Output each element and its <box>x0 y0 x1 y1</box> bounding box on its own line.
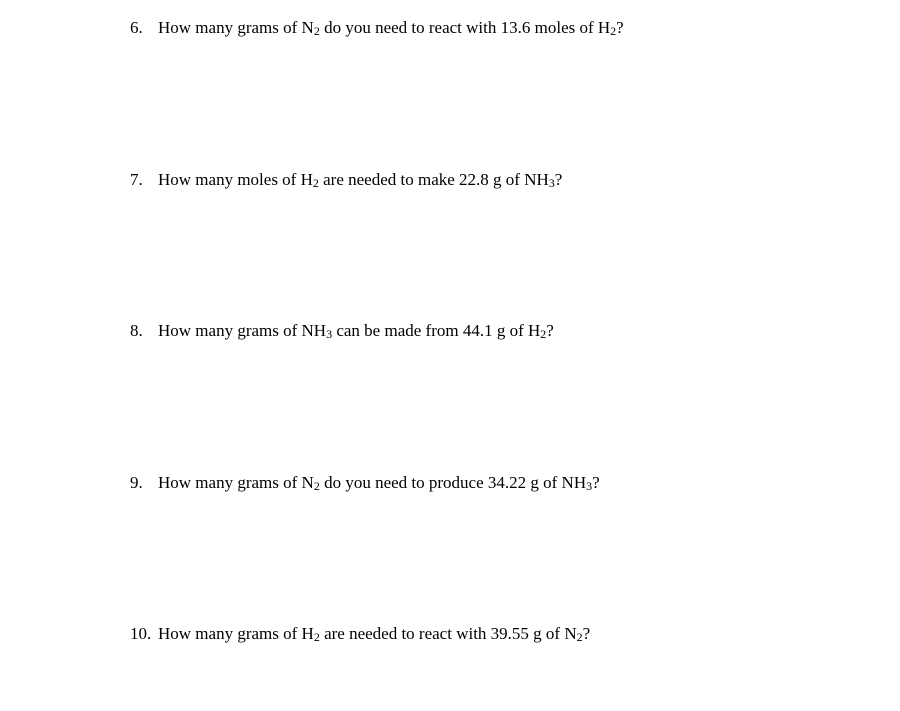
question-7 <box>130 168 562 192</box>
subscript: 3 <box>548 176 555 190</box>
text-segment: ? <box>592 473 600 492</box>
subscript: 3 <box>586 479 593 493</box>
text-segment: ? <box>582 624 591 643</box>
question-text <box>158 622 590 646</box>
subscript: 3 <box>326 327 333 341</box>
text-segment: can be made from 44.1 g of H <box>332 321 541 340</box>
question-number: 9. <box>130 473 143 492</box>
text-segment: How many moles of H <box>158 170 313 189</box>
text-segment: are needed to make 22.8 g of NH <box>318 170 549 189</box>
question-8 <box>130 319 554 343</box>
text-segment: How many grams of H <box>158 624 314 643</box>
text-segment: ? <box>546 321 554 340</box>
subscript: 2 <box>540 327 547 341</box>
question-text <box>158 319 554 343</box>
text-segment: How many grams of N <box>158 18 314 37</box>
question-number: 7. <box>130 170 143 189</box>
subscript: 2 <box>610 24 617 38</box>
question-number: 10. <box>130 624 152 643</box>
text-segment: How many grams of NH <box>158 321 327 340</box>
question-6 <box>130 16 624 40</box>
text-segment: ? <box>554 170 563 189</box>
text-segment: How many grams of N <box>158 473 314 492</box>
subscript: 2 <box>313 479 320 493</box>
question-text <box>158 168 562 192</box>
text-segment: are needed to react with 39.55 g of N <box>319 624 577 643</box>
subscript: 2 <box>312 176 319 190</box>
question-text <box>158 16 624 40</box>
text-segment: do you need to produce 34.22 g of NH <box>319 473 587 492</box>
subscript: 2 <box>576 630 583 644</box>
text-segment: do you need to react with 13.6 moles of H <box>319 18 611 37</box>
question-9 <box>130 471 600 495</box>
question-text <box>158 471 600 495</box>
subscript: 2 <box>313 630 320 644</box>
subscript: 2 <box>313 24 320 38</box>
text-segment: ? <box>616 18 624 37</box>
question-number: 6. <box>130 18 143 37</box>
question-10 <box>130 622 590 646</box>
question-number: 8. <box>130 321 143 340</box>
